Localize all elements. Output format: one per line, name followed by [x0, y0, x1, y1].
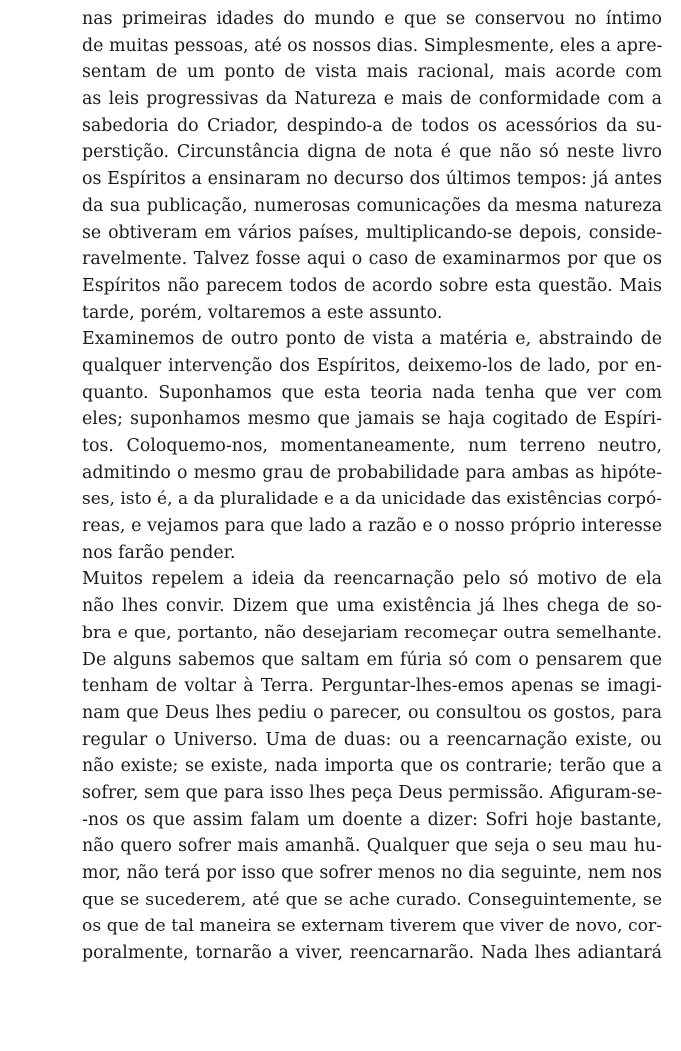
text-line: não quero sofrer mais amanhã. Qualquer que seja o seu mau hu- [82, 836, 662, 857]
text-line: de muitas pessoas, até os nossos dias. Simplesmente, eles a apre- [82, 35, 662, 56]
text-line: da sua publicação, numerosas comunicações da mesma natureza [82, 195, 662, 216]
text-line: Examinemos de outro ponto de vista a matéria e, abstraindo de [82, 329, 662, 350]
text-line: Muitos repelem a ideia da reencarnação pelo só motivo de ela [82, 569, 662, 590]
text-line: nos farão pender. [82, 542, 236, 563]
text-line: -nos os que assim falam um doente a dizer: Sofri hoje bastante, [82, 809, 662, 830]
text-line: nam que Deus lhes pediu o parecer, ou consultou os gostos, para [82, 702, 662, 723]
text-line: tos. Coloquemo-nos, momentaneamente, num terreno neutro, [82, 436, 662, 456]
text-line: nas primeiras idades do mundo e que se conservou no íntimo [82, 9, 662, 29]
text-line: quanto. Suponhamos que esta teoria nada tenha que ver com [82, 382, 662, 403]
text-line: os que de tal maneira se externam tiverem que viver de novo, cor- [82, 916, 662, 937]
text-line: mor, não terá por isso que sofrer menos no dia seguinte, nem nos [82, 863, 662, 883]
text-line: tarde, porém, voltaremos a este assunto. [82, 302, 443, 323]
text-line: sabedoria do Criador, despindo-a de todos os acessórios da su- [82, 115, 662, 136]
text-line: ses, isto é, a da pluralidade e a da unicidade das existências corpó- [82, 489, 662, 510]
text-line: regular o Universo. Uma de duas: ou a reencarnação existe, ou [82, 729, 662, 750]
text-line: que se sucederem, até que se ache curado. Conseguintemente, se [82, 889, 662, 910]
paragraph-3 [82, 566, 662, 966]
text-line: tenham de voltar à Terra. Perguntar-lhes-emos apenas se imagi- [82, 676, 662, 697]
text-line: reas, e vejamos para que lado a razão e o nosso próprio interesse [82, 516, 662, 537]
text-line: perstição. Circunstância digna de nota é que não só neste livro [82, 142, 662, 163]
text-line: admitindo o mesmo grau de probabilidade para ambas as hipóte- [82, 462, 662, 483]
text-line: De alguns sabemos que saltam em fúria só com o pensarem que [82, 649, 662, 670]
text-line: ravelmente. Talvez fosse aqui o caso de examinarmos por que os [82, 249, 662, 270]
text-line: sofrer, sem que para isso lhes peça Deus permissão. Afiguram-se- [82, 782, 662, 803]
paragraph-1 [82, 6, 662, 326]
text-line: bra e que, portanto, não desejariam recomeçar outra semelhante. [82, 622, 662, 643]
text-line: não existe; se existe, nada importa que os contrarie; terão que a [82, 756, 662, 777]
text-line: as leis progressivas da Natureza e mais de conformidade com a [82, 89, 662, 110]
text-line: Espíritos não parecem todos de acordo sobre esta questão. Mais [82, 275, 662, 296]
text-line: não lhes convir. Dizem que uma existência já lhes chega de so- [82, 596, 662, 617]
text-line: eles; suponhamos mesmo que jamais se haja cogitado de Espíri- [82, 409, 662, 430]
paragraph-2 [82, 326, 662, 566]
text-line: sentam de um ponto de vista mais racional, mais acorde com [82, 62, 662, 83]
page-body [82, 6, 662, 967]
text-line: poralmente, tornarão a viver, reencarnarão. Nada lhes adiantará [82, 943, 662, 964]
text-line: se obtiveram em vários países, multiplicando-se depois, conside- [82, 222, 662, 243]
text-line: os Espíritos a ensinaram no decurso dos últimos tempos: já antes [82, 169, 662, 190]
text-line: qualquer intervenção dos Espíritos, deixemo-los de lado, por en- [82, 355, 662, 376]
